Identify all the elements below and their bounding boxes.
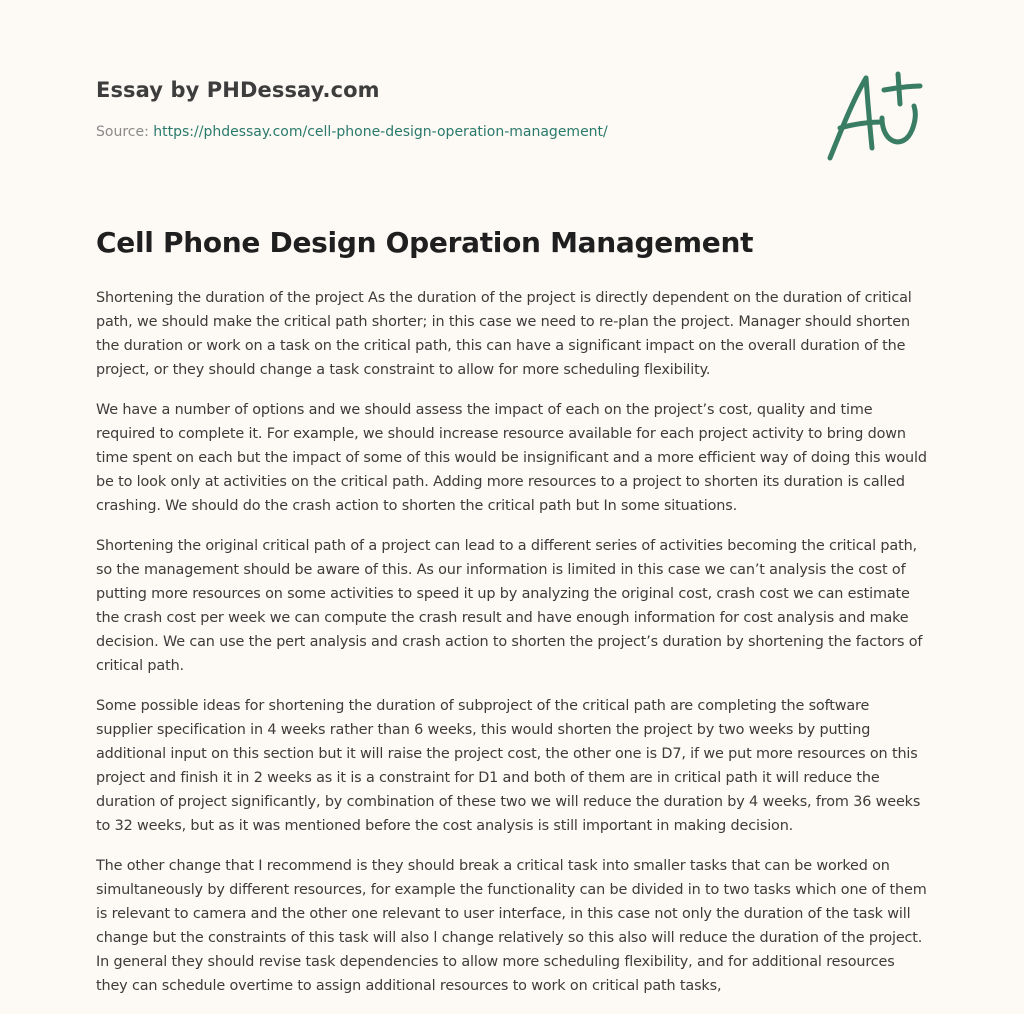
paragraph: Shortening the original critical path of a project can lead to a different series of activities becoming the critical path, so the management should be aware of this. As our information is limited in this case we can’t analysis the cost of putting more resources on some activities to speed it up by analyzing the original cost, crash cost we can estimate the crash cost per week we can compute the crash result and have enough information for cost analysis and make decision. We can use the pert analysis and crash action to shorten the project’s duration by shortening the factors of critical path. <box>96 538 923 674</box>
source-link[interactable]: https://phdessay.com/cell-phone-design-operation-management/ <box>153 124 608 140</box>
source-label: Source: <box>96 124 149 140</box>
site-title: Essay by PHDessay.com <box>96 78 380 102</box>
source-line <box>96 124 796 140</box>
paragraph: We have a number of options and we should assess the impact of each on the project’s cost, quality and time required to complete it. For example, we should increase resource available for each project activity to bring down time spent on each but the impact of some of this would be insignificant and a more efficient way of doing this would be to look only at activities on the critical path. Adding more resources to a project to shorten its duration is called crashing. We should do the crash action to shorten the critical path but In some situations. <box>96 402 927 514</box>
article-title: Cell Phone Design Operation Management <box>96 226 754 259</box>
paragraph: Shortening the duration of the project As the duration of the project is directly dependent on the duration of critical path, we should make the critical path shorter; in this case we need to re-plan the project. Manager should shorten the duration or work on a task on the critical path, this can have a significant impact on the overall duration of the project, or they should change a task constraint to allow for more scheduling flexibility. <box>96 290 912 378</box>
page-header <box>96 78 796 140</box>
a-plus-grade-icon <box>820 66 932 166</box>
paragraph: Some possible ideas for shortening the duration of subproject of the critical path are completing the software supplier specification in 4 weeks rather than 6 weeks, this would shorten the project by two weeks by putting additional input on this section but it will raise the project cost, the other one is D7, if we put more resources on this project and finish it in 2 weeks as it is a constraint for D1 and both of them are in critical path it will reduce the duration of project significantly, by combination of these two we will reduce the duration by 4 weeks, from 36 weeks to 32 weeks, but as it was mentioned before the cost analysis is still important in making decision. <box>96 698 921 834</box>
article-body <box>96 286 930 1014</box>
paragraph: The other change that I recommend is they should break a critical task into smaller tasks that can be worked on simultaneously by different resources, for example the functionality can be divided in to two tasks which one of them is relevant to camera and the other one relevant to user interface, in this case not only the duration of the task will change but the constraints of this task will also l change relatively so this also will reduce the duration of the project. In general they should revise task dependencies to allow more scheduling flexibility, and for additional resources they can schedule overtime to assign additional resources to work on critical path tasks, <box>96 858 927 994</box>
